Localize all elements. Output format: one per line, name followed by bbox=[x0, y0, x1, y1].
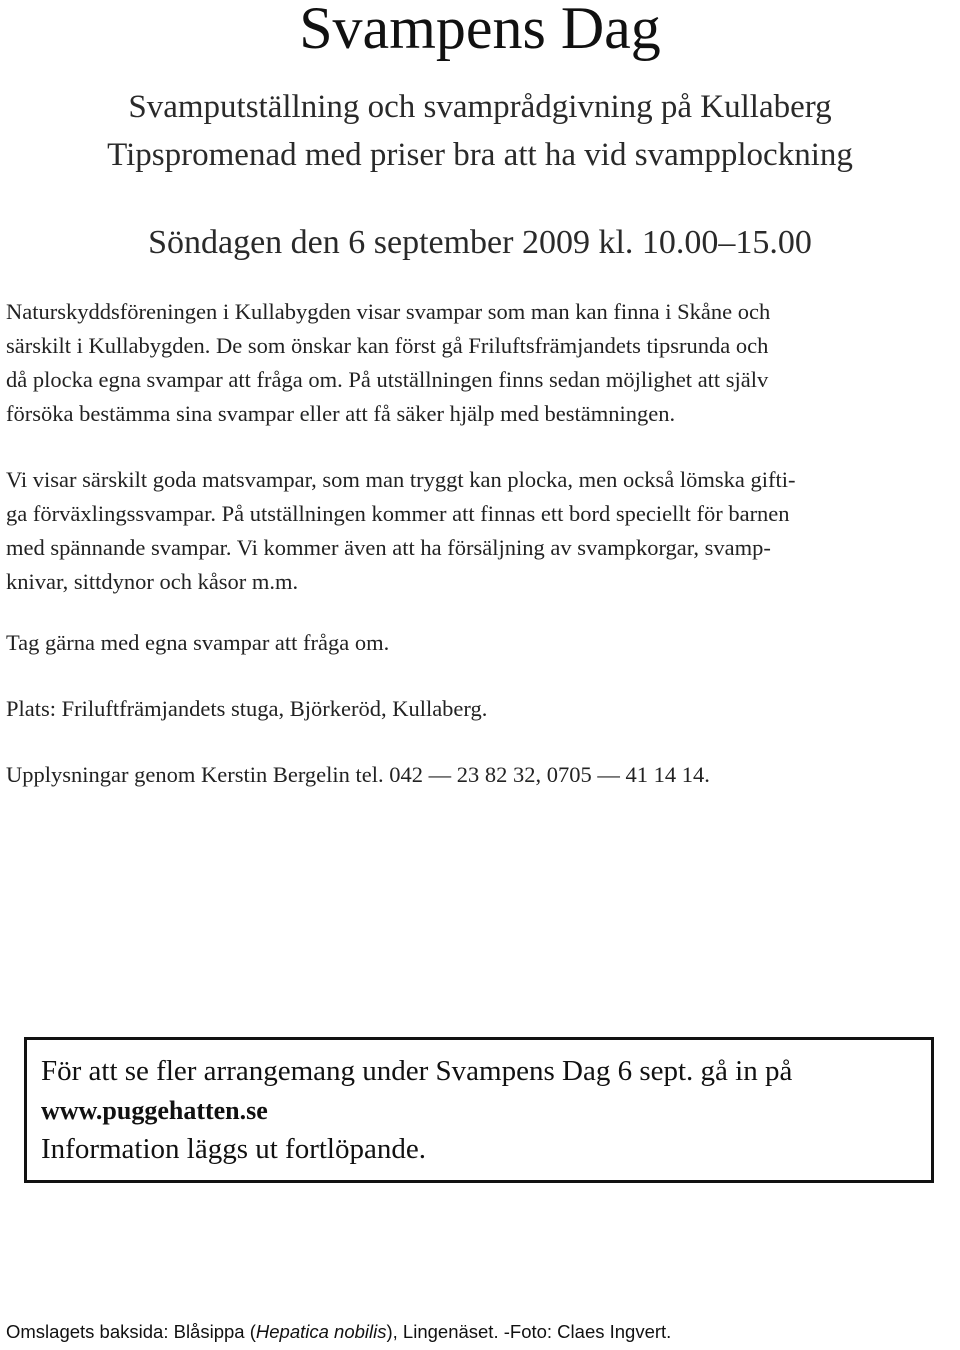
contact-info-line: Upplysningar genom Kerstin Bergelin tel. 042 — 23 82 32, 0705 — 41 14 14. bbox=[6, 762, 710, 787]
subtitle-exhibition: Svamputställning och svamprådgivning på Kullaberg bbox=[128, 89, 832, 125]
intro-line: försöka bestämma sina svampar eller att få säker hjälp med bestämningen. bbox=[6, 401, 676, 426]
more-events-box bbox=[24, 1037, 934, 1183]
more-events-text: För att se fler arrangemang under Svampens Dag 6 sept. gå in på bbox=[41, 1055, 793, 1087]
details-line: knivar, sittdynor och kåsor m.m. bbox=[6, 569, 299, 594]
caption-prefix: Omslagets baksida: Blåsippa ( bbox=[6, 1321, 256, 1342]
details-line: Vi visar särskilt goda matsvampar, som man tryggt kan plocka, men också lömska gifti- bbox=[6, 467, 796, 492]
subtitle-tipspromenad: Tipspromenad med priser bra att ha vid svampplockning bbox=[107, 137, 853, 173]
intro-line: särskilt i Kullabygden. De som önskar kan först gå Friluftsfrämjandets tipsrunda och bbox=[6, 333, 769, 358]
details-line: med spännande svampar. Vi kommer även att ha försäljning av svampkorgar, svamp- bbox=[6, 535, 771, 560]
bring-mushrooms-note: Tag gärna med egna svampar att fråga om. bbox=[6, 630, 390, 655]
page-title: Svampens Dag bbox=[299, 0, 661, 61]
website-link[interactable]: www.puggehatten.se bbox=[41, 1096, 268, 1125]
event-date: Söndagen den 6 september 2009 kl. 10.00–15.00 bbox=[148, 224, 812, 261]
location-line: Plats: Friluftfrämjandets stuga, Björkeröd, Kullaberg. bbox=[6, 696, 488, 721]
intro-paragraph bbox=[6, 295, 960, 431]
details-line: ga förväxlingssvampar. På utställningen kommer att finnas ett bord speciellt för barnen bbox=[6, 501, 790, 526]
cover-photo-caption bbox=[6, 1319, 671, 1345]
info-updates-text: Information läggs ut fortlöpande. bbox=[41, 1133, 426, 1165]
intro-line: Naturskyddsföreningen i Kullabygden visar svampar som man kan finna i Skåne och bbox=[6, 299, 771, 324]
caption-suffix: ), Lingenäset. -Foto: Claes Ingvert. bbox=[386, 1321, 672, 1342]
details-paragraph bbox=[6, 463, 960, 599]
caption-latin-name: Hepatica nobilis bbox=[255, 1321, 387, 1342]
intro-line: då plocka egna svampar att fråga om. På utställningen finns sedan möjlighet att själv bbox=[6, 367, 769, 392]
